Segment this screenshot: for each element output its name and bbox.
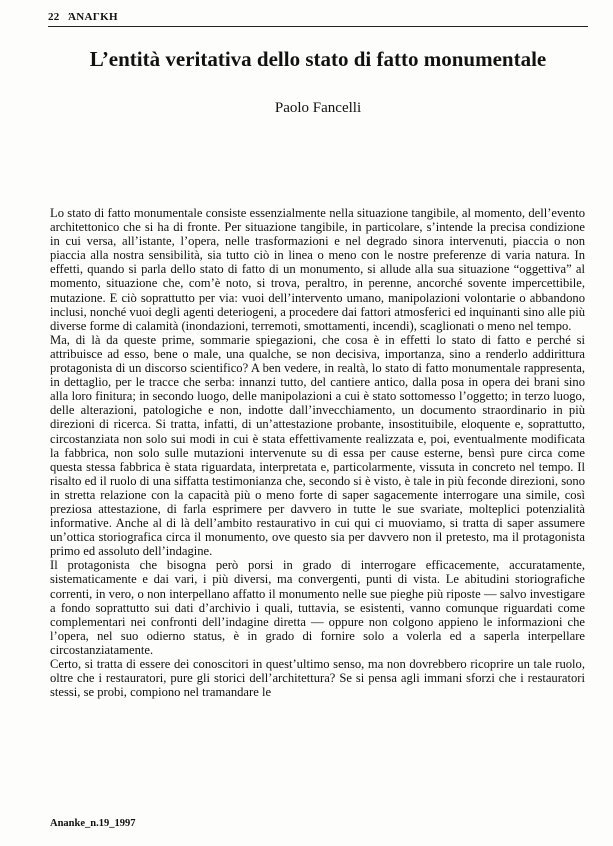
- paragraph: Certo, si tratta di essere dei conoscitori in quest’ultimo senso, ma non dovrebbero ricoprire un tale ruolo, oltre che i restauratori, pure gli storici dell’architettura? Se si pensa agli immani sforzi che i restauratori stessi, se probi, compiono nel tramandare le: [50, 657, 585, 700]
- journal-name: ΆΝΑΓΚΗ: [68, 11, 118, 23]
- page-number: 22: [48, 11, 60, 23]
- running-head: [48, 8, 588, 27]
- paragraph: Il protagonista che bisogna però porsi in grado di interrogare efficacemente, accuratamente, sistematicamente e dai vari, i più diversi, ma convergenti, punti di vista. Le abitudini storiografiche correnti, in vero, o non interpellano affatto il monumento nelle sue pieghe più riposte — salvo investigare a fondo soprattutto sui dati d’archivio i quali, tuttavia, se esistenti, vanno comunque riguardati come complementari nei confronti dell’indagine diretta — oppure non colgono appieno le informazioni che l’opera, nel suo odierno status, è in grado di fornire solo a volerla ed a saperla interpellare circostanziatamente.: [50, 558, 585, 657]
- paragraph: Ma, di là da queste prime, sommarie spiegazioni, che cosa è in effetti lo stato di fatto e perché si attribuisce ad esso, bene o male, una qualche, se non decisiva, importanza, sino a renderlo addirittura protagonista di un discorso scientifico? A ben vedere, in realtà, lo stato di fatto monumentale rappresenta, in dettaglio, per le tracce che serba: innanzi tutto, del cantiere antico, dalla posa in opera dei brani sino alla loro finitura; in secondo luogo, delle manipolazioni a cui è stato sottomesso l’oggetto; in terzo luogo, delle alterazioni, patologiche e non, indotte dall’invecchiamento, un documento straordinario in più direzioni di ricerca. Si tratta, infatti, di un’attestazione probante, insostituibile, eloquente e, soprattutto, circostanziata non solo sui modi in cui è stata effettivamente realizzata e, poi, eventualmente modificata la fabbrica, non solo sulle mutazioni intervenute su di essa per cause esterne, bensì pure circa come questa stessa fabbrica è stata riguardata, interpretata e, particolarmente, vissuta in concreto nel tempo. Il risalto ed il ruolo di una siffatta testimonianza che, secondo si è visto, è tale in più feconde direzioni, sono in stretta relazione con la capacità più o meno forte di saper sagacemente interrogare una simile, così preziosa attestazione, di farla esprimere per davvero in tutte le sue svariate, molteplici potenzialità informative. Anche al di là dell’ambito restaurativo in cui qui ci muoviamo, si tratta di saper assumere un’ottica storiografica circa il monumento, ove questo sia per davvero non il pretesto, ma il protagonista primo ed assoluto dell’indagine.: [50, 332, 585, 559]
- article-title: L’entità veritativa dello stato di fatto monumentale: [89, 47, 547, 71]
- article-author: Paolo Fancelli: [274, 100, 362, 116]
- article-body: [50, 206, 585, 699]
- paragraph: Lo stato di fatto monumentale consiste essenzialmente nella situazione tangibile, al momento, dell’evento architettonico che si ha di fronte. Per situazione tangibile, in particolare, s’intende la precisa condizione in cui versa, all’istante, l’opera, nelle trasformazioni e nel degrado sinora intervenuti, piaccia o non piaccia alla nostra sensibilità, sia tutto ciò in linea o meno con le nostre preferenze di varia natura. In effetti, quando si parla dello stato di fatto di un monumento, si allude alla sua situazione “oggettiva” al momento, situazione che, com’è noto, si trova, peraltro, in perenne, ancorché sovente impercettibile, mutazione. E ciò soprattutto per via: vuoi dell’intervento umano, manipolazioni volontarie o abbandono inclusi, nonché vuoi degli agenti deteriogeni, a procedere dai fattori atmosferici ed inquinanti sino alle più diverse forme di calamità (inondazioni, terremoti, smottamenti, incendi), scaglionati o meno nel tempo.: [50, 206, 585, 333]
- footer-citation: Ananke_n.19_1997: [50, 818, 136, 829]
